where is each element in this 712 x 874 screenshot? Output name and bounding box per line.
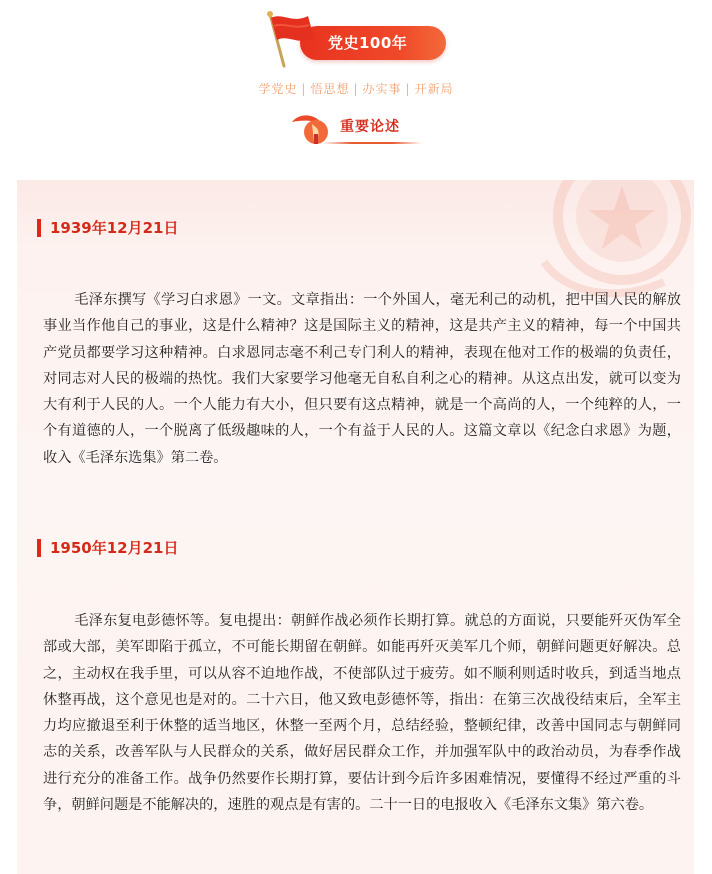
divider — [322, 142, 422, 144]
section-header — [282, 108, 432, 148]
date-text: 1939年12月21日 — [50, 219, 179, 237]
tagline-item: 学党史 — [258, 82, 298, 96]
tagline-item: 悟思想 — [310, 82, 350, 96]
tagline: 学党史 | 悟思想 | 办实事 | 开新局 — [258, 82, 454, 96]
red-flag-icon — [262, 10, 322, 70]
section-title: 重要论述 — [340, 119, 400, 135]
badge-label: 党史100年 — [328, 34, 408, 52]
entry-paragraph: 毛泽东撰写《学习白求恩》一文。文章指出：一个外国人，毫无利己的动机，把中国人民的解放事业当作他自己的事业，这是什么精神？这是国际主义的精神，这是共产主义的精神，每一个中国共产党员都要学习这种精神。白求恩同志毫不利己专门利人的精神，表现在他对工作的极端的负责任，对同志对人民的极端的热忱。我们大家要学习他毫无自私自利之心的精神。从这点出发，就可以变为大有利于人民的人。一个人能力有大小，但只要有这点精神，就是一个高尚的人，一个纯粹的人，一个有道德的人，一个脱离了低级趣味的人，一个有益于人民的人。这篇文章以《纪念白求恩》为题，收入《毛泽东选集》第二卷。 — [43, 292, 681, 466]
date-text: 1950年12月21日 — [50, 539, 179, 557]
tagline-item: 办实事 — [362, 82, 402, 96]
date-marker — [37, 539, 41, 557]
date-marker — [37, 219, 41, 237]
torch-icon — [286, 108, 336, 146]
entry-paragraph: 毛泽东复电彭德怀等。复电提出：朝鲜作战必须作长期打算。就总的方面说，只要能歼灭伪军全部或大部，美军即陷于孤立，不可能长期留在朝鲜。如能再歼灭美军几个师，朝鲜问题更好解决。总之，主动权在我手里，可以从容不迫地作战，不使部队过于疲劳。如不顺利则适时收兵，到适当地点休整再战，这个意见也是对的。二十六日，他又致电彭德怀等，指出：在第三次战役结束后，全军主力均应撤退至利于休整的适当地区，休整一至两个月，总结经验，整顿纪律，改善中国同志与朝鲜同志的关系，改善军队与人民群众的关系，做好居民群众工作，并加强军队中的政治动员，为春季作战进行充分的准备工作。战争仍然要作长期打算，要估计到今后许多困难情况，要懂得不经过严重的斗争，朝鲜问题是不能解决的，速胜的观点是有害的。二十一日的电报收入《毛泽东文集》第六卷。 — [43, 613, 681, 814]
content-card — [17, 180, 694, 874]
tagline-item: 开新局 — [414, 82, 454, 96]
